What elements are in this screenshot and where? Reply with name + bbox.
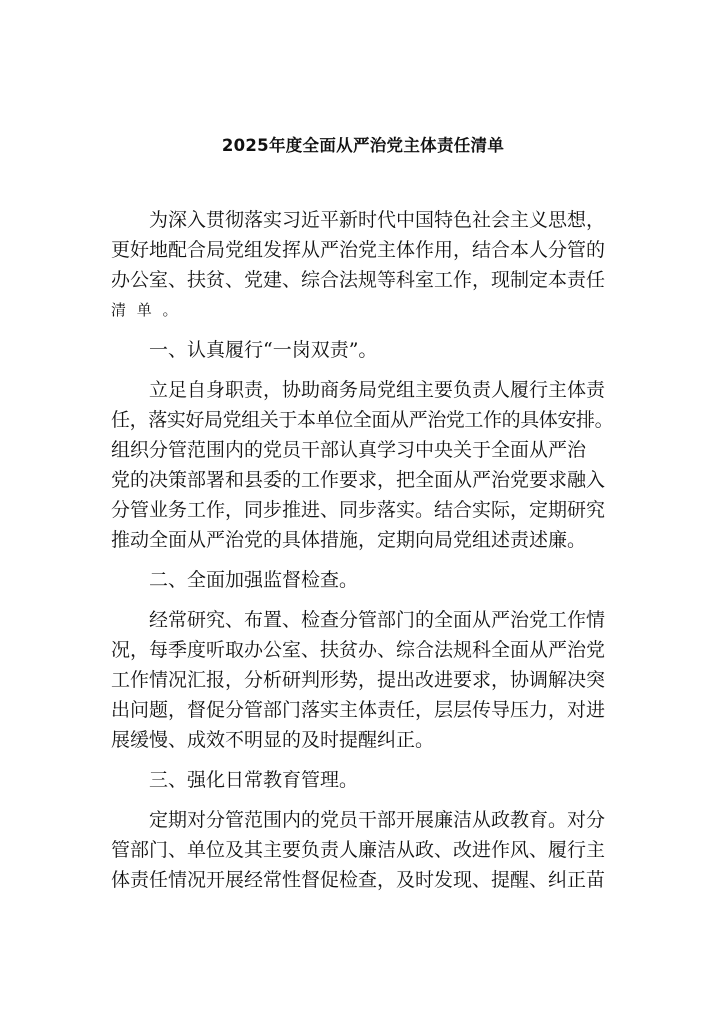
text-line: 任，落实好局党组关于本单位全面从严治党工作的具体安排。 (111, 409, 614, 431)
text-line: 出问题，督促分管部门落实主体责任，层层传导压力，对进 (111, 699, 606, 721)
section-1-paragraph (111, 375, 619, 555)
text-line: 分管业务工作，同步推进、同步落实。结合实际，定期研究 (111, 499, 606, 521)
text-line: 工作情况汇报，分析研判形势，提出改进要求，协调解决突 (111, 669, 606, 691)
section-heading-1 (111, 335, 619, 365)
text-line: 管部门、单位及其主要负责人廉洁从政、改进作风、履行主 (111, 839, 606, 861)
section-heading: 一、认真履行“一岗双责”。 (111, 339, 378, 361)
text-line: 办公室、扶贫、党建、综合法规等科室工作，现制定本责任 (111, 269, 606, 291)
section-heading-2 (111, 565, 619, 595)
text-line: 况，每季度听取办公室、扶贫办、综合法规科全面从严治党 (111, 639, 606, 661)
text-line: 立足自身职责，协助商务局党组主要负责人履行主体责 (111, 379, 606, 401)
document-body (111, 205, 619, 895)
section-heading: 二、全面加强监督检查。 (111, 569, 359, 591)
text-line: 展缓慢、成效不明显的及时提醒纠正。 (111, 729, 435, 751)
section-3-paragraph (111, 805, 619, 895)
section-heading: 三、强化日常教育管理。 (111, 769, 359, 791)
text-line: 经常研究、布置、检查分管部门的全面从严治党工作情 (111, 609, 606, 631)
section-heading-3 (111, 765, 619, 795)
text-line: 更好地配合局党组发挥从严治党主体作用，结合本人分管的 (111, 239, 606, 261)
text-line: 推动全面从严治党的具体措施，定期向局党组述责述廉。 (111, 529, 587, 551)
text-line: 为深入贯彻落实习近平新时代中国特色社会主义思想， (111, 209, 606, 231)
intro-paragraph (111, 205, 619, 325)
text-line: 体责任情况开展经常性督促检查，及时发现、提醒、纠正苗 (111, 869, 606, 891)
section-2-paragraph (111, 605, 619, 755)
text-line: 定期对分管范围内的党员干部开展廉洁从政教育。对分 (111, 809, 606, 831)
text-line: 组织分管范围内的党员干部认真学习中央关于全面从严治 (111, 439, 587, 461)
text-line: 清 单 。 (111, 301, 181, 319)
document-title: 2025年度全面从严治党主体责任清单 (221, 136, 505, 155)
text-line: 党的决策部署和县委的工作要求，把全面从严治党要求融入 (111, 469, 606, 491)
